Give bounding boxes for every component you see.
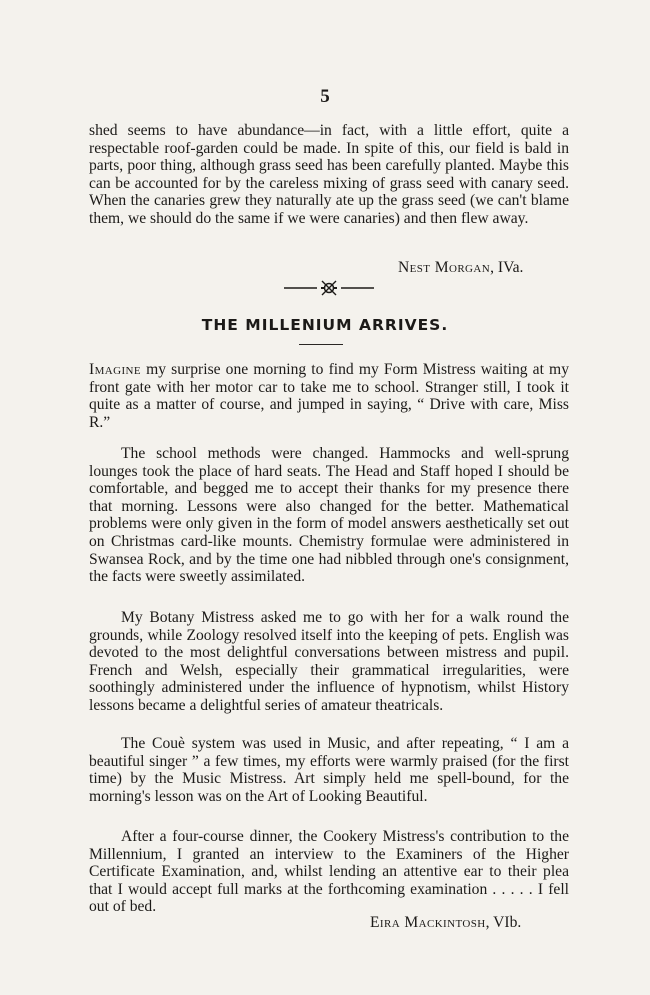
paragraph-text: After a four-course dinner, the Cookery Mistress's contribution to the Millennium, I granted an interview to the Examiners of the Higher Certificate Examination, and, whilst lending an attentive ear to their plea that I would accept full marks at the forthcoming examination . . . . . I fell out of bed. [89, 828, 569, 916]
page-number: 5 [320, 86, 330, 107]
continued-paragraph [89, 122, 569, 228]
article-paragraph-4 [89, 735, 569, 805]
article-title: THE MILLENIUM ARRIVES. [201, 316, 449, 334]
paragraph-text: shed seems to have abundance—in fact, with a little effort, quite a respectable roof-garden could be made. In spite of this, our field is bald in parts, poor thing, although grass seed has been carefully planted. Maybe this can be accounted for by the careless mixing of grass seed with canary seed. When the canaries grew they naturally ate up the grass seed (we can't blame them, we should do the same if we were canaries) and then flew away. [89, 122, 569, 227]
author-name: Nest Morgan [398, 259, 491, 276]
paragraph-text: my surprise one morning to find my Form Mistress waiting at my front gate with her motor car to take me to school. Stranger still, I took it quite as a matter of course, and jumped in saying, “ Drive with care, Miss R.” [89, 361, 569, 431]
article-paragraph-2 [89, 445, 569, 586]
author-form: VIb. [493, 914, 522, 931]
title-underline [299, 344, 343, 345]
article-paragraph-3 [89, 609, 569, 715]
paragraph-text: The Couè system was used in Music, and after repeating, “ I am a beautiful singer ” a few times, my efforts were warmly praised (for the first time) by the Music Mistress. Art simply held me spell-bound, for the morning's lesson was on the Art of Looking Beautiful. [89, 735, 569, 805]
article-paragraph-1 [89, 361, 569, 431]
author-form: IVa. [497, 259, 524, 276]
article-paragraph-5 [89, 828, 569, 916]
signature-eira-mackintosh: Eira Mackintosh, VIb. [370, 914, 522, 931]
paragraph-text: The school methods were changed. Hammocks and well-sprung lounges took the place of hard seats. The Head and Staff hoped I should be comfortable, and begged me to accept their thanks for my presence there that morning. Lessons were also changed for the better. Mathematical problems were only given in the form of model answers aesthetically set out on Christmas card-like mounts. Chemistry formulae were administered in Swansea Rock, and by the time one had nibbled through one's consignment, the facts were sweetly assimilated. [89, 445, 569, 586]
author-name: Eira Mackintosh [370, 914, 486, 931]
ornament-divider-icon [284, 277, 374, 299]
paragraph-lead-word: Imagine [89, 361, 141, 378]
paragraph-text: My Botany Mistress asked me to go with her for a walk round the grounds, while Zoology resolved itself into the keeping of pets. English was devoted to the most delightful conversations between mistress and pupil. French and Welsh, especially their grammatical irregularities, were soothingly administered under the influence of hypnotism, whilst History lessons became a delightful series of amateur theatricals. [89, 609, 569, 714]
signature-nest-morgan: Nest Morgan, IVa. [398, 259, 524, 276]
